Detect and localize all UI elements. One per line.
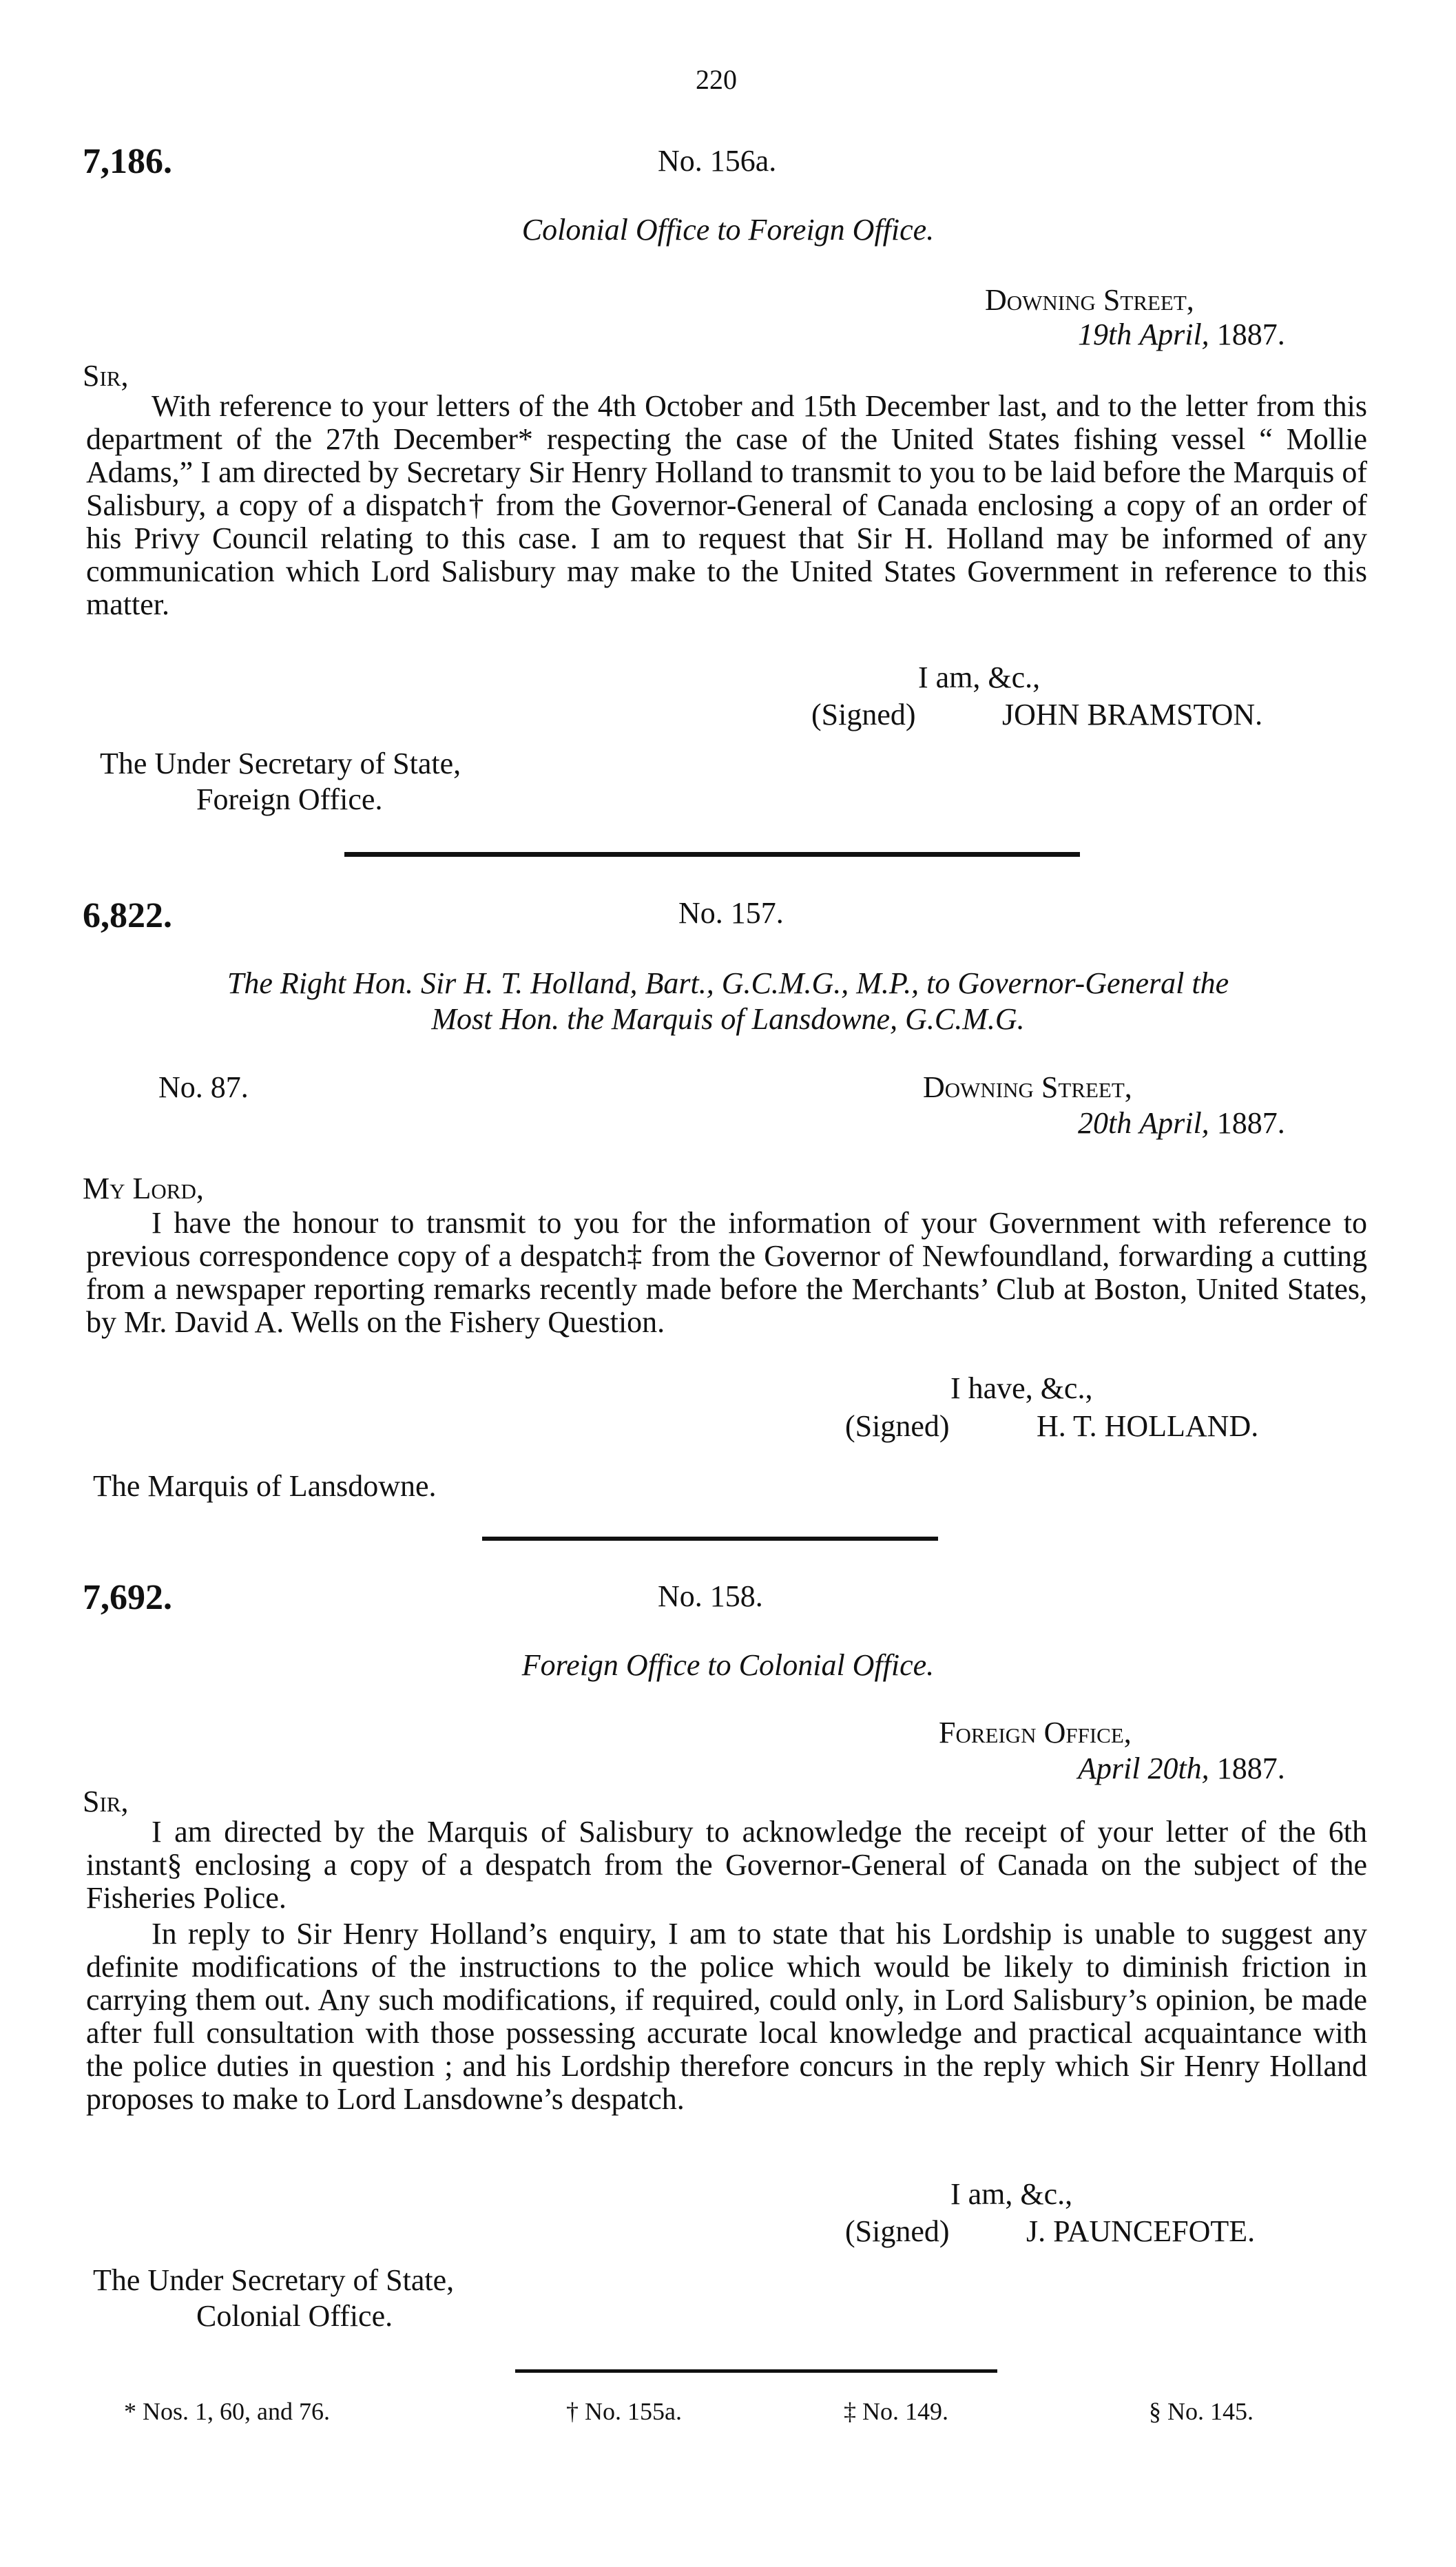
signed-label: (Signed) — [811, 698, 916, 731]
closing: I am, &c., — [950, 2177, 1073, 2211]
signature: J. PAUNCEFOTE. — [1026, 2214, 1256, 2248]
date-month: April, — [1139, 1106, 1209, 1140]
recipient-line: Foreign Office. — [196, 782, 383, 816]
address-date — [1078, 1105, 1285, 1141]
reference-number: 7,692. — [83, 1578, 172, 1617]
address-date — [1078, 1751, 1285, 1786]
letter-number: No. 87. — [158, 1070, 249, 1104]
page-number: 220 — [696, 64, 737, 95]
address-date — [1078, 317, 1285, 352]
reference-number: 7,186. — [83, 142, 172, 181]
body-paragraph: I have the honour to transmit to you for the information of your Government with reference to previous correspondence copy of a despatch‡ from the Governor of Newfoundland, forwarding a cutting from a newspaper reporting remarks recently made before the Merchants’ Club at Boston, United States, by Mr. David A. Wells on the Fishery Question. — [86, 1206, 1367, 1339]
document-number: No. 156a. — [658, 144, 777, 178]
letter-title: The Right Hon. Sir H. T. Holland, Bart., G.C.M.G., M.P., to Governor-General the — [227, 966, 1229, 1000]
section-divider — [482, 1537, 938, 1541]
letter-title: Foreign Office to Colonial Office. — [521, 1648, 935, 1682]
date-year: 1887. — [1216, 318, 1285, 351]
salutation: My Lord, — [83, 1172, 204, 1205]
body-paragraph: With reference to your letters of the 4th October and 15th December last, and to the letter from this department of the 27th December* respecting the case of the United States fishing vessel “ Mollie Adams,” I am directed by Secretary Sir Henry Holland to transmit to you to be laid before the Marquis of Salisbury, a copy of a dispatch† from the Governor-General of Canada enclosing a copy of an order of his Privy Council relating to this case. I am to request that Sir H. Holland may be informed of any communication which Lord Salisbury may make to the United States Government in reference to this matter. — [86, 389, 1367, 621]
signature: JOHN BRAMSTON. — [1002, 698, 1263, 731]
recipient-line: Colonial Office. — [196, 2299, 393, 2333]
date-day: 19th — [1078, 318, 1132, 351]
closing: I am, &c., — [918, 661, 1041, 694]
date-day: 20th — [1078, 1106, 1132, 1140]
address-street: Downing Street, — [985, 283, 1194, 317]
recipient-line: The Marquis of Lansdowne. — [93, 1469, 437, 1503]
signed-label: (Signed) — [845, 2214, 950, 2248]
reference-number: 6,822. — [83, 896, 172, 935]
footnote: * Nos. 1, 60, and 76. — [124, 2398, 330, 2425]
salutation: Sir, — [83, 1785, 129, 1818]
footnote: ‡ No. 149. — [844, 2398, 948, 2425]
letter-title: Colonial Office to Foreign Office. — [521, 213, 935, 247]
closing: I have, &c., — [950, 1371, 1093, 1405]
date-year: 1887. — [1216, 1752, 1285, 1785]
recipient-line: The Under Secretary of State, — [93, 2263, 455, 2297]
body-paragraph: I am directed by the Marquis of Salisbury to acknowledge the receipt of your letter of the 6th instant§ enclosing a copy of a despatch from the Governor-General of Canada on the subject of the Fisheries Police. — [86, 1815, 1367, 1915]
footnote-divider — [515, 2369, 997, 2373]
footnote: § No. 145. — [1149, 2398, 1254, 2425]
signed-label: (Signed) — [845, 1409, 950, 1443]
body-paragraph: In reply to Sir Henry Holland’s enquiry, I am to state that his Lordship is unable to suggest any definite modifications of the instructions to the police which would be likely to diminish friction in carrying them out. Any such modifications, if required, could only, in Lord Salisbury’s opinion, be made after full consultation with those possessing accurate local knowledge and practical acquaintance with the police duties in question ; and his Lordship therefore concurs in the reply which Sir Henry Holland proposes to make to Lord Lansdowne’s despatch. — [86, 1917, 1367, 2116]
date-day: 20th, — [1147, 1752, 1209, 1785]
recipient-line: The Under Secretary of State, — [100, 747, 461, 780]
date-month: April, — [1139, 318, 1209, 351]
salutation: Sir, — [83, 359, 129, 393]
address-street: Downing Street, — [923, 1070, 1132, 1104]
signature: H. T. HOLLAND. — [1037, 1409, 1259, 1443]
footnote: † No. 155a. — [566, 2398, 682, 2425]
document-number: No. 157. — [678, 896, 784, 930]
letter-title: Most Hon. the Marquis of Lansdowne, G.C.M.G. — [431, 1002, 1025, 1036]
section-divider — [344, 852, 1080, 857]
address-street: Foreign Office, — [939, 1716, 1132, 1749]
date-month: April — [1078, 1752, 1141, 1785]
date-year: 1887. — [1216, 1106, 1285, 1140]
document-number: No. 158. — [658, 1579, 763, 1613]
